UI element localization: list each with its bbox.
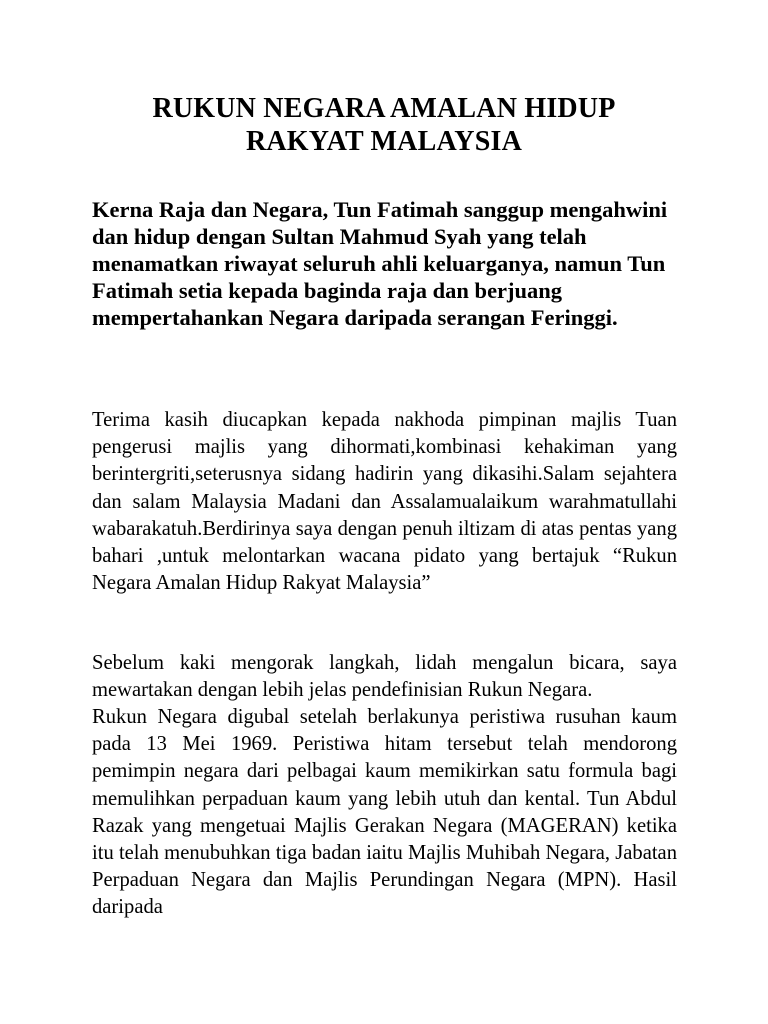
opening-paragraph: Terima kasih diucapkan kepada nakhoda pimpinan majlis Tuan pengerusi majlis yang dihormati,kombinasi kehakiman yang berintergriti,seterusnya sidang hadirin yang dikasihi.Salam sejahtera dan salam Malaysia Madani dan Assalamualaikum warahmatullahi wabarakatuh.Berdirinya saya dengan penuh iltizam di atas pentas yang bahari ,untuk melontarkan wacana pidato yang bertajuk “Rukun Negara Amalan Hidup Rakyat Malaysia” [92,409,677,595]
history-paragraph: Rukun Negara digubal setelah berlakunya peristiwa rusuhan kaum pada 13 Mei 1969. Peristiwa hitam tersebut telah mendorong pemimpin negara dari pelbagai kaum memikirkan satu formula bagi memulihkan perpaduan kaum yang lebih utuh dan kental. Tun Abdul Razak yang mengetuai Majlis Gerakan Negara (MAGERAN) ketika itu telah menubuhkan tiga badan iaitu Majlis Muhibah Negara, Jabatan Perpaduan Negara dan Majlis Perundingan Negara (MPN). Hasil daripada [92,706,677,919]
intro-paragraph: Kerna Raja dan Negara, Tun Fatimah sanggup mengahwini dan hidup dengan Sultan Mahmud Syah yang telah menamatkan riwayat seluruh ahli keluarganya, namun Tun Fatimah setia kepada baginda raja dan berjuang mempertahankan Negara daripada serangan Feringgi. [92,197,668,330]
definition-intro-paragraph: Sebelum kaki mengorak langkah, lidah mengalun bicara, saya mewartakan dengan lebih jelas pendefinisian Rukun Negara. [92,652,677,702]
title-line-2: RAKYAT MALAYSIA [245,126,523,157]
title-line-1: RUKUN NEGARA AMALAN HIDUP [152,93,616,124]
document-title [92,92,676,158]
